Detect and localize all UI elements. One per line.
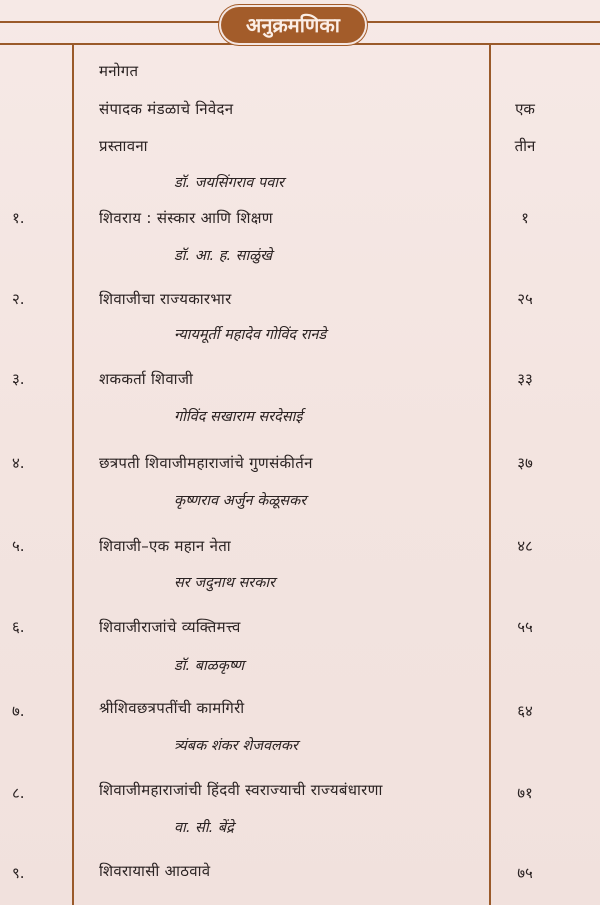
page-column-rule xyxy=(489,43,491,905)
entry-author: वा. सी. बेंद्रे xyxy=(174,820,234,836)
number-column-rule xyxy=(72,43,74,905)
entry-title[interactable]: शिवाजी–एक महान नेता xyxy=(99,537,231,555)
entry-number: १. xyxy=(12,209,25,227)
entry-title[interactable]: श्रीशिवछत्रपतींची कामगिरी xyxy=(99,699,245,717)
entry-author: गोविंद सखाराम सरदेसाई xyxy=(174,409,303,425)
entry-title[interactable]: शिवराय : संस्कार आणि शिक्षण xyxy=(99,209,273,227)
entry-author: डॉ. आ. ह. साळुंखे xyxy=(174,248,273,264)
entry-number: ८. xyxy=(12,784,25,802)
entry-number: ३. xyxy=(12,370,25,388)
entry-title[interactable]: शककर्ता शिवाजी xyxy=(99,370,194,388)
entry-title[interactable]: छत्रपती शिवाजीमहाराजांचे गुणसंकीर्तन xyxy=(99,454,313,472)
entry-author: डॉ. जयसिंगराव पवार xyxy=(174,175,284,191)
entry-page-number: ३७ xyxy=(517,454,533,472)
entry-title[interactable]: शिवरायासी आठवावे xyxy=(99,862,211,880)
entry-page-number: तीन xyxy=(514,137,536,155)
entry-page-number: ३३ xyxy=(517,370,533,388)
entry-page-number: ५५ xyxy=(517,618,533,636)
entry-number: ७. xyxy=(12,702,25,720)
entry-author: त्र्यंबक शंकर शेजवलकर xyxy=(174,738,298,754)
entry-title[interactable]: शिवाजीमहाराजांची हिंदवी स्वराज्याची राज्यबंधारणा xyxy=(99,781,383,799)
entry-author: न्यायमूर्ती महादेव गोविंद रानडे xyxy=(174,327,327,343)
entry-page-number: ७१ xyxy=(517,784,533,802)
entry-author: डॉ. बाळकृष्ण xyxy=(174,658,245,674)
entry-number: ५. xyxy=(12,537,25,555)
entry-number: ९. xyxy=(12,864,25,882)
page-title: अनुक्रमणिका xyxy=(221,7,365,43)
header-rule xyxy=(0,43,600,45)
entry-page-number: ७५ xyxy=(517,864,533,882)
entry-page-number: १ xyxy=(521,209,529,227)
entry-title[interactable]: मनोगत xyxy=(99,62,139,80)
entry-number: ६. xyxy=(12,618,25,636)
entry-page-number: एक xyxy=(515,100,535,118)
entry-number: ४. xyxy=(12,454,25,472)
entry-title[interactable]: संपादक मंडळाचे निवेदन xyxy=(99,100,234,118)
entry-title[interactable]: शिवाजीचा राज्यकारभार xyxy=(99,290,232,308)
entry-title[interactable]: शिवाजीराजांचे व्यक्तिमत्त्व xyxy=(99,618,241,636)
entry-title[interactable]: प्रस्तावना xyxy=(99,137,148,155)
entry-number: २. xyxy=(12,290,25,308)
entry-page-number: ६४ xyxy=(517,702,533,720)
entry-author: कृष्णराव अर्जुन केळूसकर xyxy=(174,493,307,509)
entry-author: सर जदुनाथ सरकार xyxy=(174,575,276,591)
entry-page-number: २५ xyxy=(517,290,533,308)
entry-page-number: ४८ xyxy=(517,537,533,555)
